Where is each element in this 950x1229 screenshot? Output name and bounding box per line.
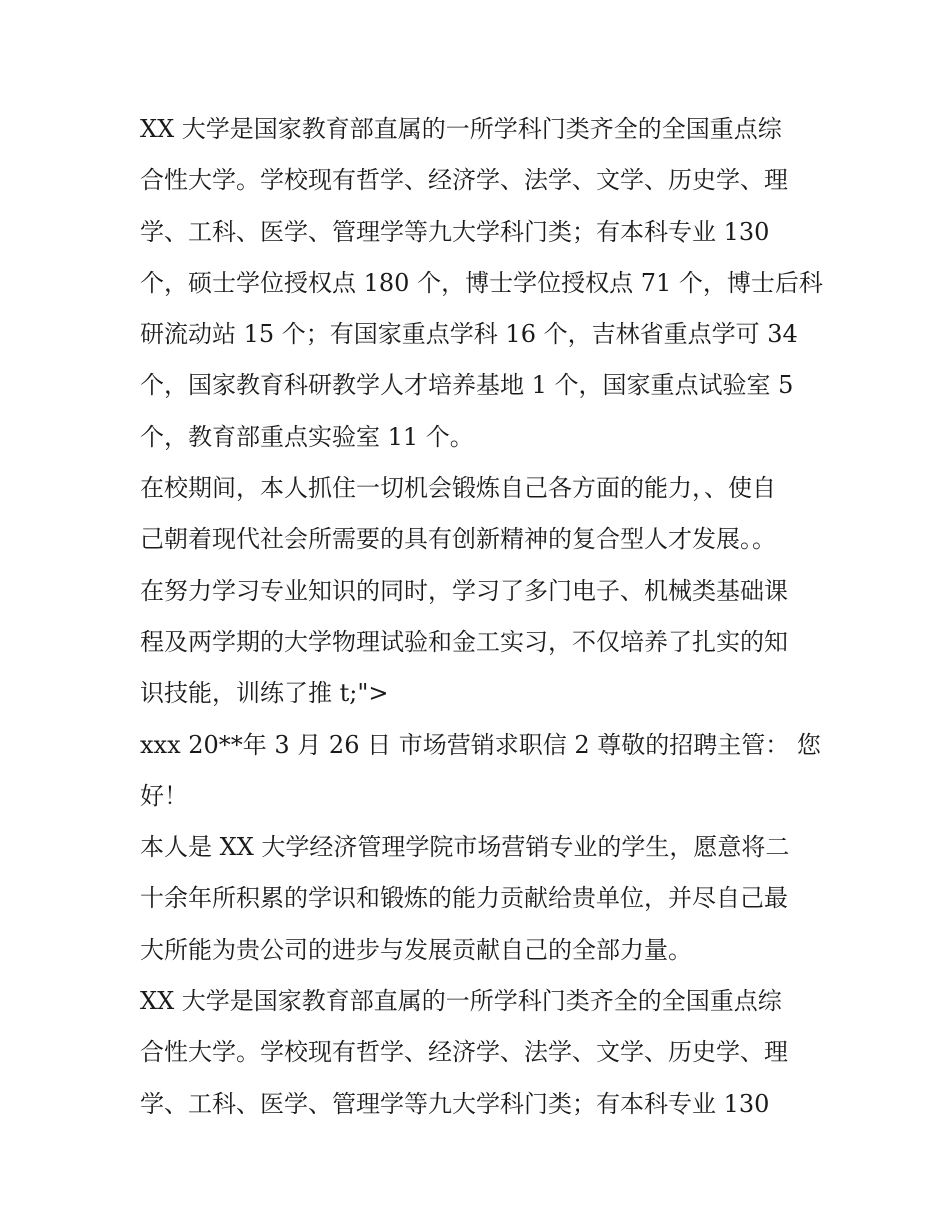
text-line: 个，教育部重点实验室 11 个。 <box>140 422 474 451</box>
text-line: XX 大学是国家教育部直属的一所学科门类齐全的全国重点综 <box>140 115 782 143</box>
text-line: 个，硕士学位授权点 180 个，博士学位授权点 71 个，博士后科 <box>140 268 823 297</box>
text-line: 在努力学习专业知识的同时，学习了多门电子、机械类基础课 <box>140 576 788 605</box>
text-line: 好！ <box>140 781 188 810</box>
document-body <box>140 104 823 1130</box>
text-line: 本人是 XX 大学经济管理学院市场营销专业的学生，愿意将二 <box>140 833 790 862</box>
paragraph-study <box>140 566 815 720</box>
text-line: 学、工科、医学、管理学等九大学科门类；有本科专业 130 <box>140 1089 770 1118</box>
text-line: 个，国家教育科研教学人才培养基地 1 个，国家重点试验室 5 <box>140 371 794 400</box>
text-line: 己朝着现代社会所需要的具有创新精神的复合型人才发展。。 <box>140 525 776 554</box>
text-line: 程及两学期的大学物理试验和金工实习，不仅培养了扎实的知 <box>140 627 788 656</box>
text-line: 学、工科、医学、管理学等九大学科门类；有本科专业 130 <box>140 217 770 246</box>
text-line: 研流动站 15 个；有国家重点学科 16 个，吉林省重点学可 34 <box>140 320 798 349</box>
paragraph-campus-experience <box>140 463 815 566</box>
text-line: 大所能为贵公司的进步与发展贡献自己的全部力量。 <box>140 935 692 964</box>
text-line: 识技能，训练了推 t;"> <box>140 679 389 708</box>
text-line: XX 大学是国家教育部直属的一所学科门类齐全的全国重点综 <box>140 987 782 1016</box>
text-line: 合性大学。学校现有哲学、经济学、法学、文学、历史学、理 <box>140 166 788 195</box>
paragraph-self-introduction <box>140 822 815 976</box>
text-line: 在校期间，本人抓住一切机会锻炼自己各方面的能力，、使自 <box>140 474 776 503</box>
text-line: 十余年所积累的学识和锻炼的能力贡献给贵单位，并尽自己最 <box>140 884 788 913</box>
paragraph-university-intro <box>140 104 823 463</box>
paragraph-university-intro-repeat <box>140 976 815 1130</box>
text-line: 合性大学。学校现有哲学、经济学、法学、文学、历史学、理 <box>140 1038 788 1067</box>
text-line: xxx 20**年 3 月 26 日 市场营销求职信 2 尊敬的招聘主管： 您 <box>140 730 821 759</box>
paragraph-letter-header <box>140 720 821 823</box>
